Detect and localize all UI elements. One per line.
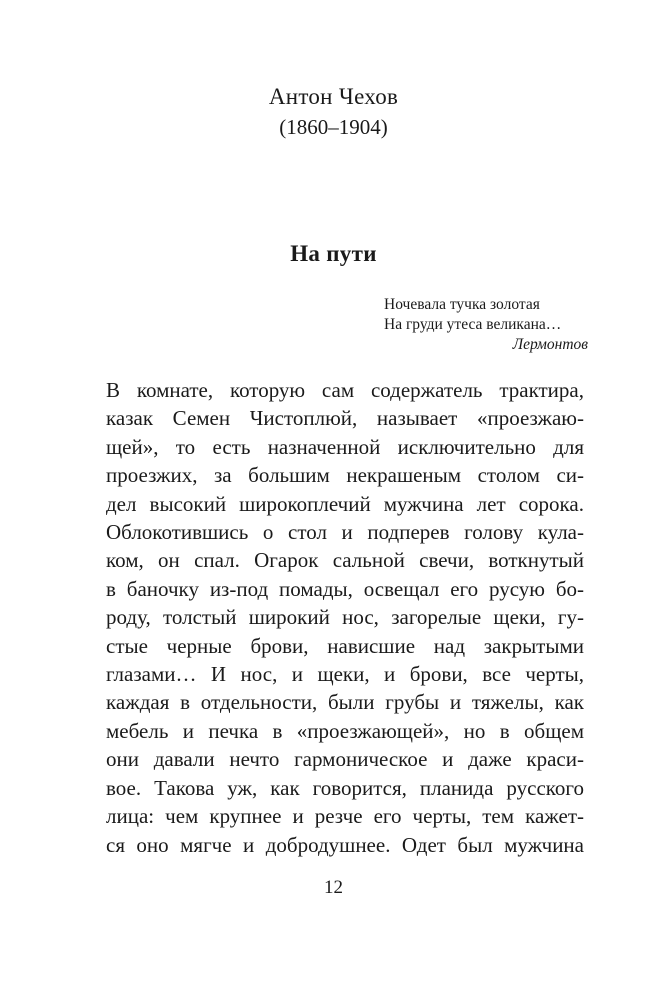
text-line: дел высокий широкоплечий мужчина лет сорока. xyxy=(106,491,584,516)
body-text xyxy=(106,376,584,859)
text-line: глазами… И нос, и щеки, и брови, все черты, xyxy=(106,662,584,687)
text-line: ся оно мягче и добродушнее. Одет был мужчина xyxy=(106,832,584,857)
text-line: щей», то есть назначенной исключительно для xyxy=(106,434,584,459)
text-line: каждая в отдельности, были грубы и тяжелы, как xyxy=(106,690,584,715)
text-line: стые черные брови, нависшие над закрытыми xyxy=(106,633,584,658)
text-line: роду, толстый широкий нос, загорелые щеки, гу- xyxy=(106,605,584,630)
author-name: Антон Чехов xyxy=(268,84,399,109)
text-line: проезжих, за большим некрашеным столом си- xyxy=(106,463,584,488)
text-line: мебель и печка в «проезжающей», но в общем xyxy=(106,718,584,743)
epigraph-source: Лермонтов xyxy=(512,336,588,353)
story-title: На пути xyxy=(290,241,377,266)
epigraph-line: Ночевала тучка золотая xyxy=(384,296,540,313)
text-line: в баночку из-под помады, освещал его русую бо- xyxy=(106,576,584,601)
text-line: лица: чем крупнее и резче его черты, тем кажет- xyxy=(106,804,584,829)
text-line: ком, он спал. Огарок сальной свечи, воткнутый xyxy=(106,548,584,573)
author-block xyxy=(0,82,667,142)
text-line: казак Семен Чистоплюй, называет «проезжаю- xyxy=(106,406,584,431)
text-line: Облокотившись о стол и подперев голову кула- xyxy=(106,520,584,545)
author-years: (1860–1904) xyxy=(279,115,388,139)
text-line: вое. Такова уж, как говорится, планида русского xyxy=(106,775,584,800)
text-line: они давали нечто гармоническое и даже краси- xyxy=(106,747,584,772)
epigraph-line: На груди утеса великана… xyxy=(384,316,562,333)
text-line: В комнате, которую сам содержатель трактира, xyxy=(106,378,584,402)
epigraph xyxy=(384,295,596,355)
page-number: 12 xyxy=(324,877,343,898)
